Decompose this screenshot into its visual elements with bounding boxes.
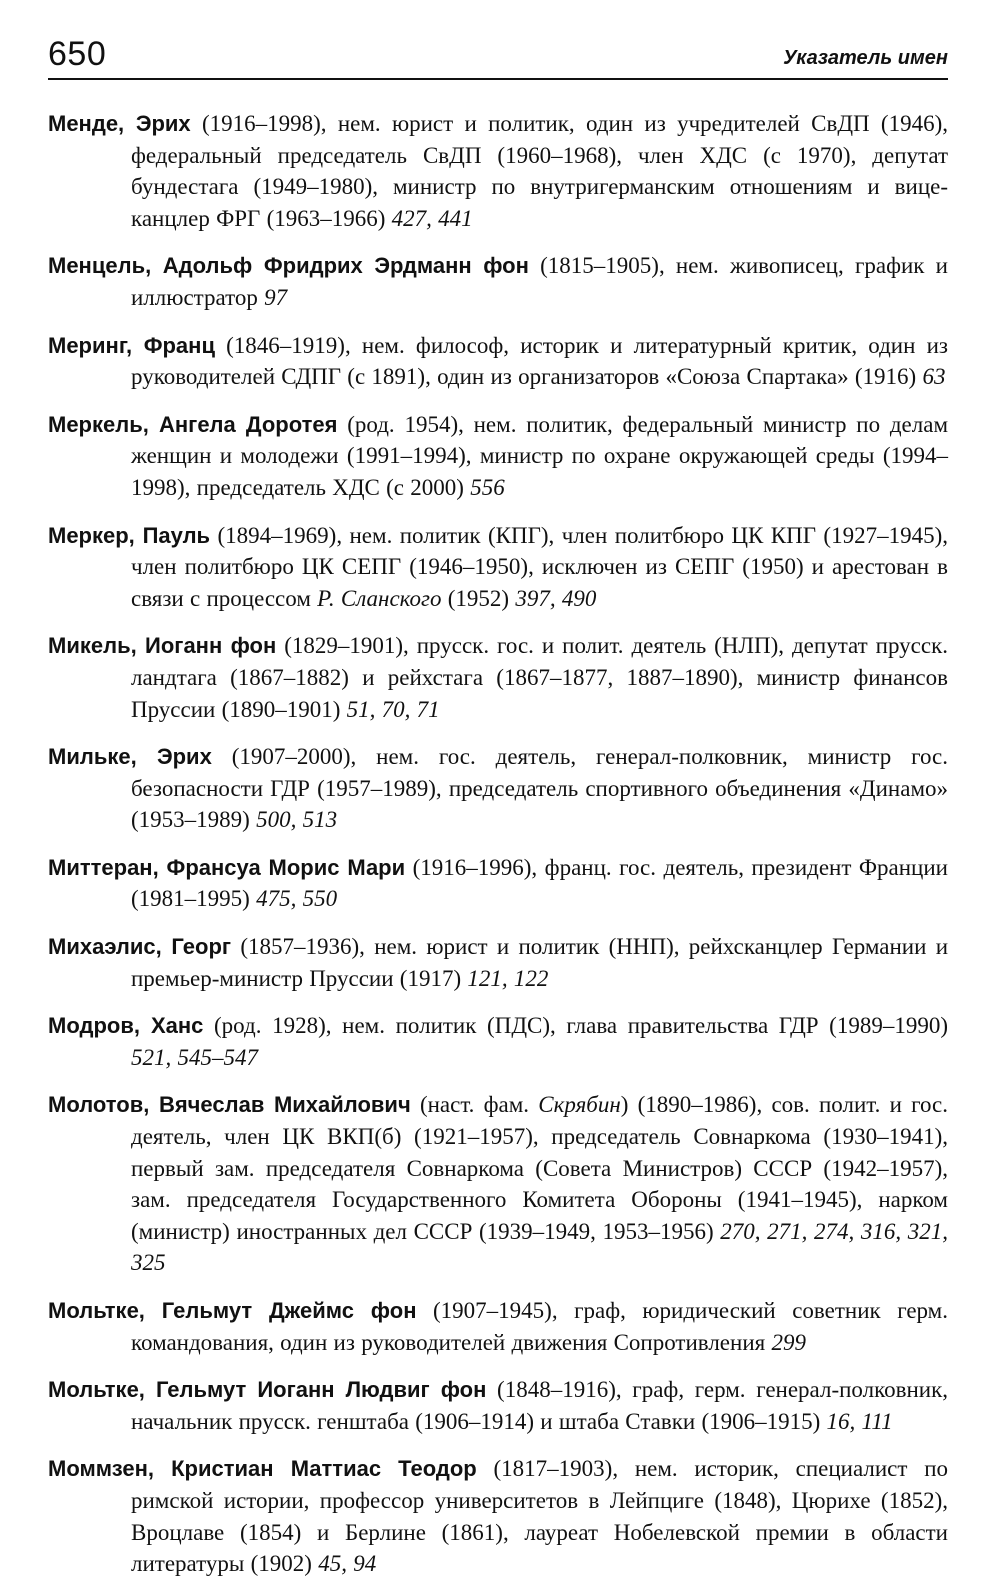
page-header	[48, 30, 948, 80]
entry-name: Миттеран, Франсуа Морис Мари	[48, 854, 406, 880]
entry-text: (наст. фам.	[410, 1092, 539, 1118]
index-entry	[48, 520, 948, 615]
entry-pages: 51, 70, 71	[346, 696, 440, 722]
entry-name: Меркер, Пауль	[48, 522, 211, 548]
entry-pages: 500, 513	[256, 807, 338, 833]
entry-pages: 475, 550	[256, 886, 338, 912]
index-entry	[48, 852, 948, 915]
entry-text-continued: ) (1890–1986), сов. полит. и гос. деятель, член ЦК ВКП(б) (1921–1957), председатель Совнаркома (1930–1941), первый зам. председателя Совнаркома (Совета Министров) СССР (1942–1957), зам. председателя Государственного Комитета Обороны (1941–1945), нарком (министр) иностранных дел СССР (1939–1949, 1953–1956)	[131, 1092, 949, 1244]
index-entry	[48, 630, 948, 725]
index-entry	[48, 1453, 948, 1579]
index-entry	[48, 1295, 948, 1358]
entry-text: (1829–1901), прусск. гос. и полит. деятель (НЛП), депутат прусск. ландтага (1867–1882) и рейхстага (1867–1877, 1887–1890), министр финансов Пруссии (1890–1901)	[131, 633, 948, 722]
entry-name: Меринг, Франц	[48, 332, 215, 358]
entry-text: (1846–1919), нем. философ, историк и литературный критик, один из руководителей СДПГ (с 1891), один из организаторов «Союза Спартака» (1916)	[131, 332, 948, 390]
entry-pages: 397, 490	[515, 585, 597, 611]
entry-pages: 63	[922, 364, 946, 390]
page-number: 650	[48, 35, 107, 73]
entry-pages: 121, 122	[467, 965, 549, 991]
index-entry	[48, 250, 948, 313]
entry-pages: 97	[264, 284, 288, 310]
entry-text: (1916–1996), франц. гос. деятель, президент Франции (1981–1995)	[131, 854, 948, 912]
index-entry	[48, 1374, 948, 1437]
entry-pages: 45, 94	[318, 1551, 377, 1577]
index-entry	[48, 1010, 948, 1073]
entry-pages: 556	[470, 474, 505, 500]
entry-name: Микель, Иоганн фон	[48, 633, 277, 659]
entry-name: Меркель, Ангела Доротея	[48, 411, 338, 437]
running-head: Указатель имен	[783, 47, 948, 69]
entry-pages: 270, 271, 274, 316, 321, 325	[131, 1218, 948, 1276]
entry-text: (1857–1936), нем. юрист и политик (ННП), рейхсканцлер Германии и премьер-министр Пруссии (1917)	[131, 934, 948, 991]
name-index-list	[48, 108, 948, 1580]
entry-italic-name: Р. Сланского	[317, 585, 442, 611]
entry-name: Модров, Ханс	[48, 1013, 204, 1039]
index-entry	[48, 108, 948, 234]
entry-text: (1848–1916), граф, герм. генерал-полковник, начальник прусск. генштаба (1906–1914) и штаба Ставки (1906–1915)	[131, 1377, 948, 1434]
entry-text: (род. 1954), нем. политик, федеральный министр по делам женщин и молодежи (1991–1994), министр по охране окружающей среды (1994–1998), председатель ХДС (с 2000)	[131, 411, 948, 500]
index-entry	[48, 741, 948, 836]
entry-text: (род. 1928), нем. политик (ПДС), глава правительства ГДР (1989–1990)	[203, 1013, 948, 1039]
entry-name: Мильке, Эрих	[48, 744, 212, 770]
entry-name: Моммзен, Кристиан Маттиас Теодор	[48, 1456, 477, 1482]
entry-pages: 521, 545–547	[131, 1044, 258, 1070]
entry-name: Менцель, Адольф Фридрих Эрдманн фон	[48, 253, 529, 279]
entry-text-continued: (1952)	[441, 585, 516, 611]
index-entry	[48, 330, 948, 393]
index-entry	[48, 1089, 948, 1279]
entry-text: (1817–1903), нем. историк, специалист по римской истории, профессор университетов в Лейпциге (1848), Цюрихе (1852), Вроцлаве (1854) и Берлине (1861), лауреат Нобелевской премии в области литературы (1902)	[131, 1456, 948, 1577]
entry-name: Мольтке, Гельмут Джеймс фон	[48, 1298, 417, 1323]
entry-text: (1907–1945), граф, юридический советник герм. командования, один из руководителей движения Сопротивления	[131, 1298, 948, 1355]
entry-name: Михаэлис, Георг	[48, 934, 232, 960]
entry-text: (1907–2000), нем. гос. деятель, генерал-полковник, министр гос. безопасности ГДР (1957–1989), председатель спортивного объединения «Динамо» (1953–1989)	[131, 744, 948, 833]
entry-pages: 299	[771, 1329, 806, 1355]
entry-text: (1894–1969), нем. политик (КПГ), член политбюро ЦК КПГ (1927–1945), член политбюро ЦК СЕПГ (1946–1950), исключен из СЕПГ (1950) и арестован в связи с процессом	[131, 522, 948, 611]
index-entry	[48, 409, 948, 504]
entry-name: Менде, Эрих	[48, 111, 191, 136]
entry-italic-name: Скрябин	[538, 1092, 621, 1118]
book-page	[48, 30, 948, 1596]
entry-pages: 16, 111	[826, 1408, 893, 1434]
entry-name: Мольтке, Гельмут Иоганн Людвиг фон	[48, 1377, 487, 1403]
index-entry	[48, 931, 948, 994]
entry-name: Молотов, Вячеслав Михайлович	[48, 1092, 411, 1118]
entry-text: (1815–1905), нем. живописец, график и иллюстратор	[131, 253, 948, 310]
entry-text: (1916–1998), нем. юрист и политик, один из учредителей СвДП (1946), федеральный председатель СвДП (1960–1968), член ХДС (с 1970), депутат бундестага (1949–1980), министр по внутригерманским отношениям и вице-канцлер ФРГ (1963–1966)	[131, 111, 948, 231]
entry-pages: 427, 441	[391, 205, 473, 231]
